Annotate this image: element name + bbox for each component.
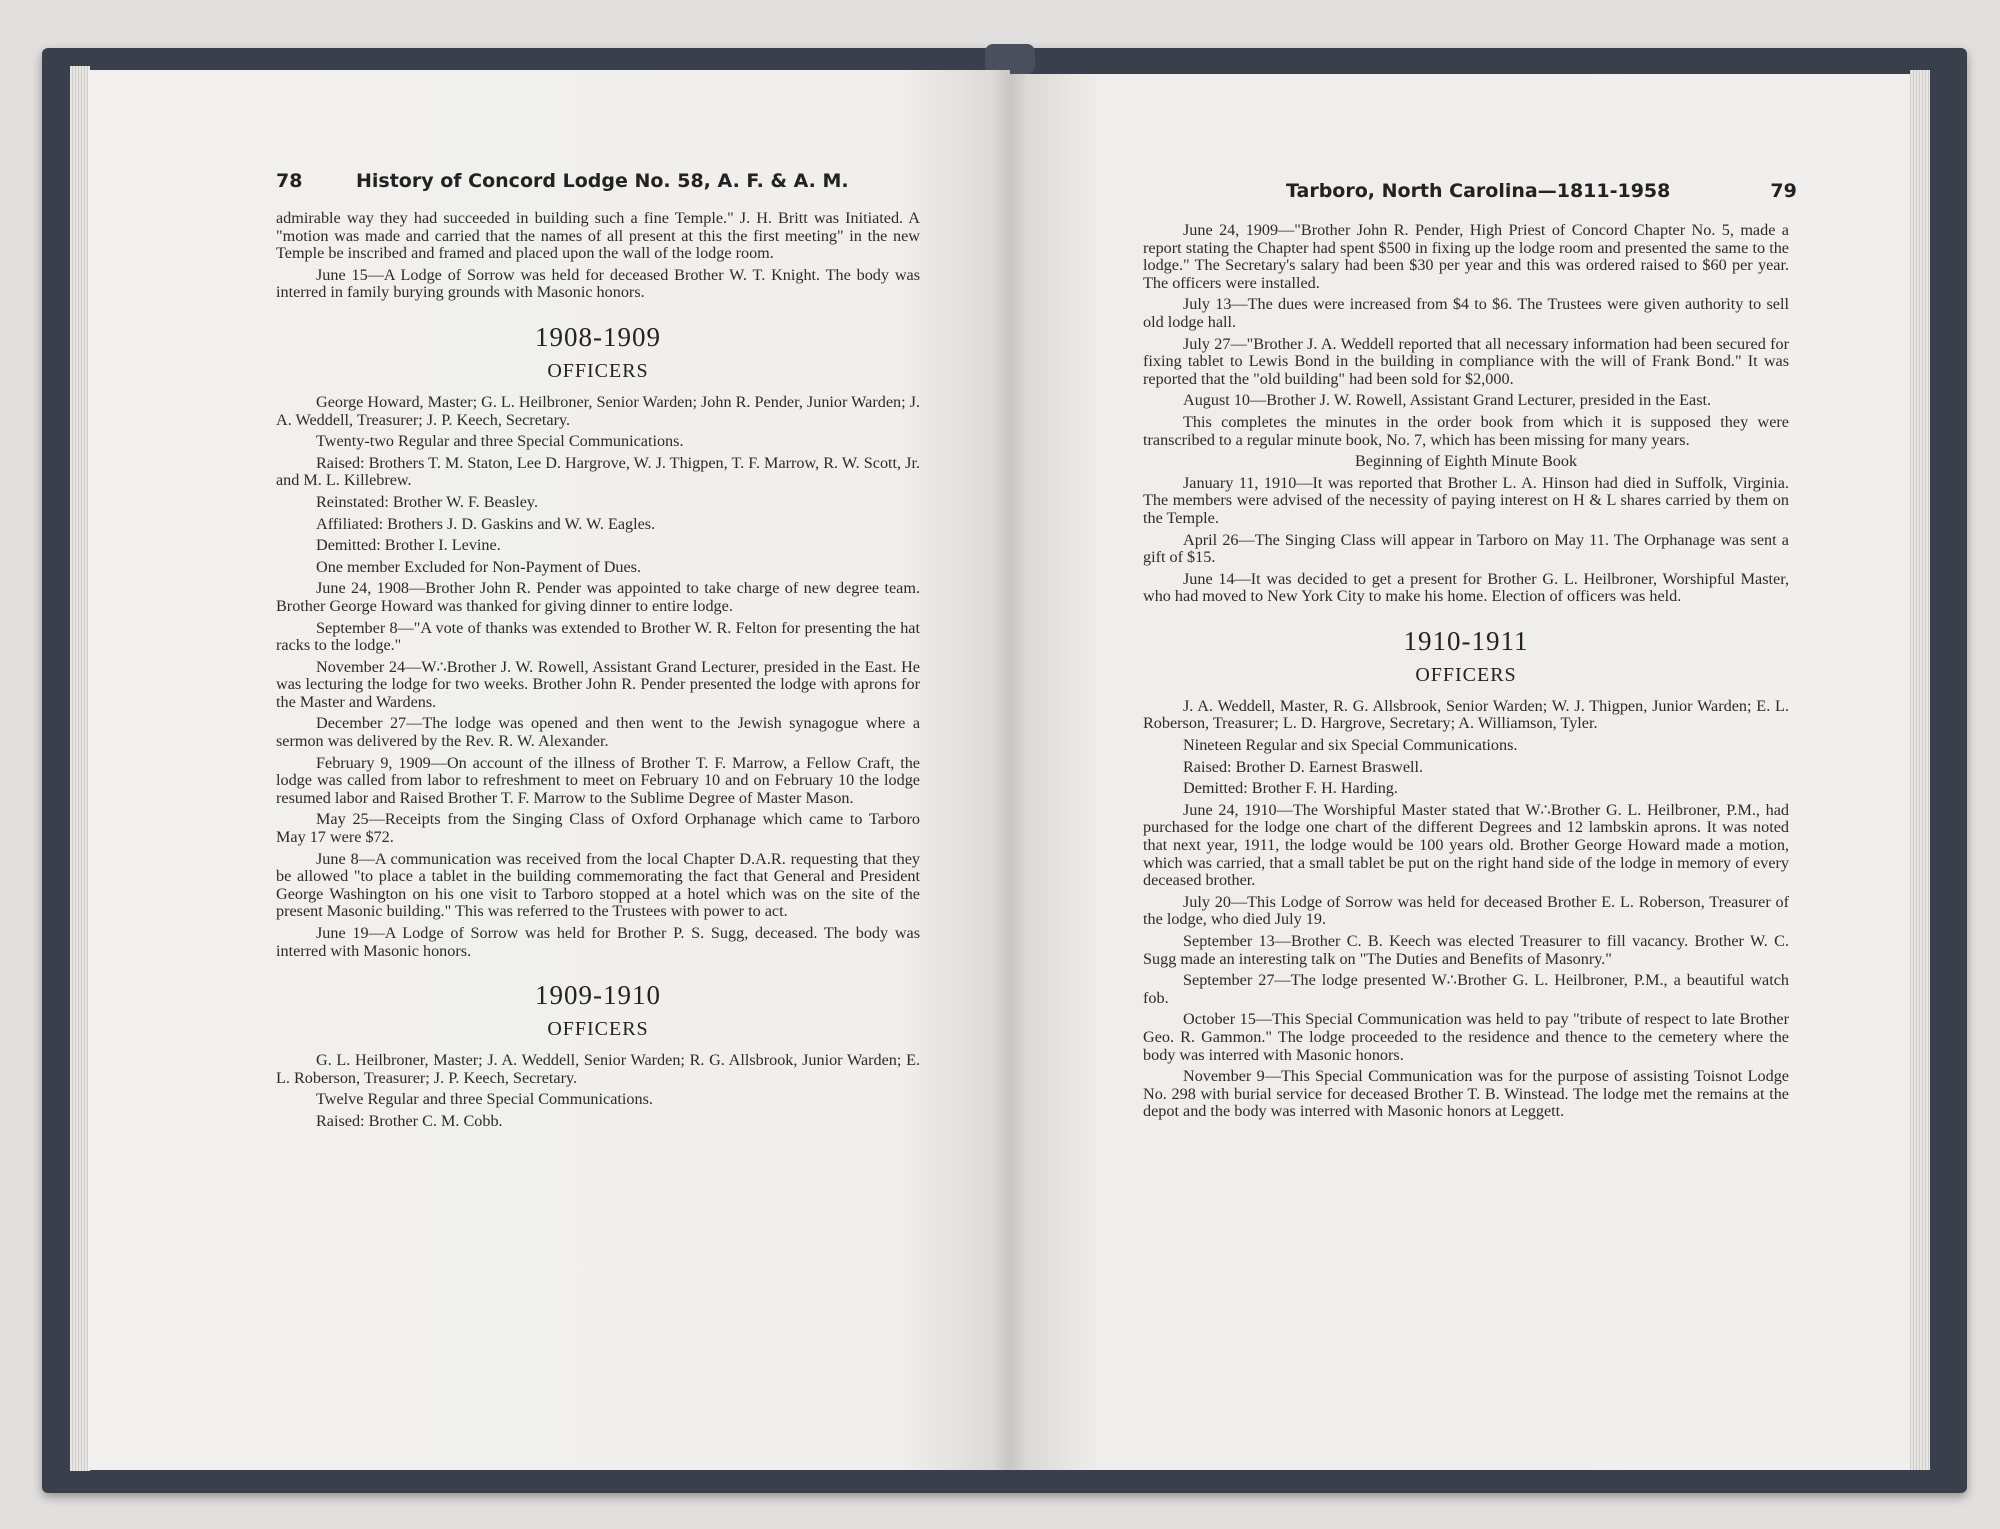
paragraph: Raised: Brothers T. M. Staton, Lee D. Hargrove, W. J. Thigpen, T. F. Marrow, R. W. Scott, Jr. and M. L. Killebrew. (276, 453, 920, 490)
paragraph: J. A. Weddell, Master, R. G. Allsbrook, Senior Warden; W. J. Thigpen, Junior Warden; E. L. Roberson, Treasurer; L. D. Hargrove, Secretary; A. Williamson, Tyler. (1143, 696, 1789, 733)
left-page-number: 78 (276, 170, 303, 192)
left-running-head (276, 170, 849, 192)
left-text-column (276, 210, 920, 1135)
paragraph: September 13—Brother C. B. Keech was elected Treasurer to fill vacancy. Brother W. C. Sugg made an interesting talk on "The Duties and Benefits of Masonry." (1143, 932, 1789, 968)
year-heading: 1910-1911 (1403, 625, 1529, 656)
paragraph: November 24—W∴Brother J. W. Rowell, Assistant Grand Lecturer, presided in the East. He was lecturing the lodge for two weeks. Brother John R. Pender presented the lodge with aprons for the Master and Wardens. (276, 657, 920, 711)
paragraph: August 10—Brother J. W. Rowell, Assistant Grand Lecturer, presided in the East. (1183, 391, 1712, 410)
paragraph: September 8—"A vote of thanks was extended to Brother W. R. Felton for presenting the hat racks to the lodge." (276, 618, 920, 655)
right-text-column (1143, 222, 1789, 1125)
paragraph: June 24, 1908—Brother John R. Pender was appointed to take charge of new degree team. Brother George Howard was thanked for giving dinner to entire lodge. (276, 579, 920, 615)
paragraph: September 27—The lodge presented W∴Brother G. L. Heilbroner, P.M., a beautiful watch fob. (1143, 971, 1789, 1007)
paragraph: Nineteen Regular and six Special Communications. (1183, 736, 1518, 755)
paragraph: June 24, 1909—"Brother John R. Pender, High Priest of Concord Chapter No. 5, made a report stating the Chapter had spent $500 in fixing up the lodge room and presented the same to the lodge." The Secretary's salary had been $30 per year and this was ordered raised to $60 per year. The officers were installed. (1143, 221, 1789, 292)
subheading: Beginning of Eighth Minute Book (1354, 452, 1578, 471)
left-page (88, 70, 1010, 1470)
right-running-title: Tarboro, North Carolina—1811-1958 (1286, 180, 1671, 202)
paragraph: December 27—The lodge was opened and then went to the Jewish synagogue where a sermon was delivered by the Rev. R. W. Alexander. (276, 714, 920, 751)
paragraph: November 9—This Special Communication was for the purpose of assisting Toisnot Lodge No. 298 with burial service for deceased Brother T. B. Winstead. The lodge met the remains at the depot and the body was interred with Masonic honors at Leggett. (1143, 1067, 1789, 1121)
right-page-number: 79 (1770, 180, 1797, 202)
paragraph: October 15—This Special Communication was held to pay "tribute of respect to late Brother Geo. R. Gammon." The lodge proceeded to the residence and thence to the cemetery where the body was interred with Masonic honors. (1143, 1010, 1789, 1064)
right-page (1010, 74, 1910, 1470)
paragraph: April 26—The Singing Class will appear in Tarboro on May 11. The Orphanage was sent a gift of $15. (1143, 530, 1789, 567)
paragraph: Reinstated: Brother W. F. Beasley. (316, 492, 538, 511)
paragraph: admirable way they had succeeded in building such a fine Temple." J. H. Britt was Initiated. A "motion was made and carried that the names of all present at this the first meeting" in the new Temple be inscribed and framed and placed upon the wall of the lodge room. (276, 209, 920, 263)
year-heading: 1908-1909 (535, 321, 661, 352)
paragraph: This completes the minutes in the order book from which it is supposed they were transcribed to a regular minute book, No. 7, which has been missing for many years. (1143, 412, 1789, 449)
paragraph: June 14—It was decided to get a present for Brother G. L. Heilbroner, Worshipful Master, who had moved to New York City to make his home. Election of officers was held. (1143, 569, 1789, 606)
paragraph: July 27—"Brother J. A. Weddell reported that all necessary information had been secured for fixing tablet to Lewis Bond in the building in compliance with the will of Frank Bond." It was reported that the "old building" had been sold for $2,000. (1143, 334, 1789, 388)
paragraph: Demitted: Brother F. H. Harding. (1183, 779, 1398, 798)
paragraph: Demitted: Brother I. Levine. (316, 536, 501, 555)
officers-heading: OFFICERS (547, 1018, 649, 1041)
paragraph: June 19—A Lodge of Sorrow was held for Brother P. S. Sugg, deceased. The body was interred with Masonic honors. (276, 924, 920, 960)
left-running-title: History of Concord Lodge No. 58, A. F. & A. M. (356, 170, 849, 192)
paragraph: June 15—A Lodge of Sorrow was held for deceased Brother W. T. Knight. The body was interred in family burying grounds with Masonic honors. (276, 265, 920, 302)
paragraph: G. L. Heilbroner, Master; J. A. Weddell, Senior Warden; R. G. Allsbrook, Junior Warden; E. L. Roberson, Treasurer; J. P. Keech, Secretary. (276, 1051, 920, 1087)
officers-heading: OFFICERS (1415, 663, 1517, 686)
paragraph: Affiliated: Brothers J. D. Gaskins and W. W. Eagles. (316, 514, 656, 533)
paragraph: Raised: Brother D. Earnest Braswell. (1183, 757, 1424, 776)
paragraph: Twelve Regular and three Special Communications. (316, 1090, 653, 1109)
page-edges-left (70, 66, 90, 1471)
paragraph: Raised: Brother C. M. Cobb. (316, 1111, 503, 1130)
page-edges-right (1910, 70, 1930, 1470)
paragraph: May 25—Receipts from the Singing Class of Oxford Orphanage which came to Tarboro May 17 were $72. (276, 810, 920, 847)
paragraph: One member Excluded for Non-Payment of Dues. (316, 557, 642, 576)
officers-heading: OFFICERS (547, 359, 649, 382)
paragraph: June 8—A communication was received from the local Chapter D.A.R. requesting that they be allowed "to place a tablet in the building commemorating the fact that General and President George Washington on his one visit to Tarboro stopped at a hotel which was on the site of the present Masonic building." This was referred to the Trustees with power to act. (276, 849, 920, 921)
year-heading: 1909-1910 (535, 980, 661, 1011)
paragraph: July 20—This Lodge of Sorrow was held for deceased Brother E. L. Roberson, Treasurer of the lodge, who died July 19. (1143, 892, 1789, 929)
paragraph: Twenty-two Regular and three Special Communications. (316, 432, 684, 451)
paragraph: July 13—The dues were increased from $4 to $6. The Trustees were given authority to sell old lodge hall. (1143, 295, 1789, 331)
paragraph: George Howard, Master; G. L. Heilbroner, Senior Warden; John R. Pender, Junior Warden; J. A. Weddell, Treasurer; J. P. Keech, Secretary. (276, 392, 920, 429)
paragraph: February 9, 1909—On account of the illness of Brother T. F. Marrow, a Fellow Craft, the lodge was called from labor to refreshment to meet on February 10 and on February 10 the lodge resumed labor and Raised Brother T. F. Marrow to the Sublime Degree of Master Mason. (276, 753, 920, 807)
right-running-head (1286, 180, 1797, 202)
paragraph: January 11, 1910—It was reported that Brother L. A. Hinson had died in Suffolk, Virginia. The members were advised of the necessity of paying interest on H & L shares carried by them on the Temple. (1143, 473, 1789, 527)
paragraph: June 24, 1910—The Worshipful Master stated that W∴Brother G. L. Heilbroner, P.M., had purchased for the lodge one chart of the different Degrees and 12 lambskin aprons. It was noted that next year, 1911, the lodge would be 100 years old. Brother George Howard made a motion, which was carried, that a small tablet be put on the right hand side of the lodge in memory of every deceased brother. (1143, 800, 1789, 890)
